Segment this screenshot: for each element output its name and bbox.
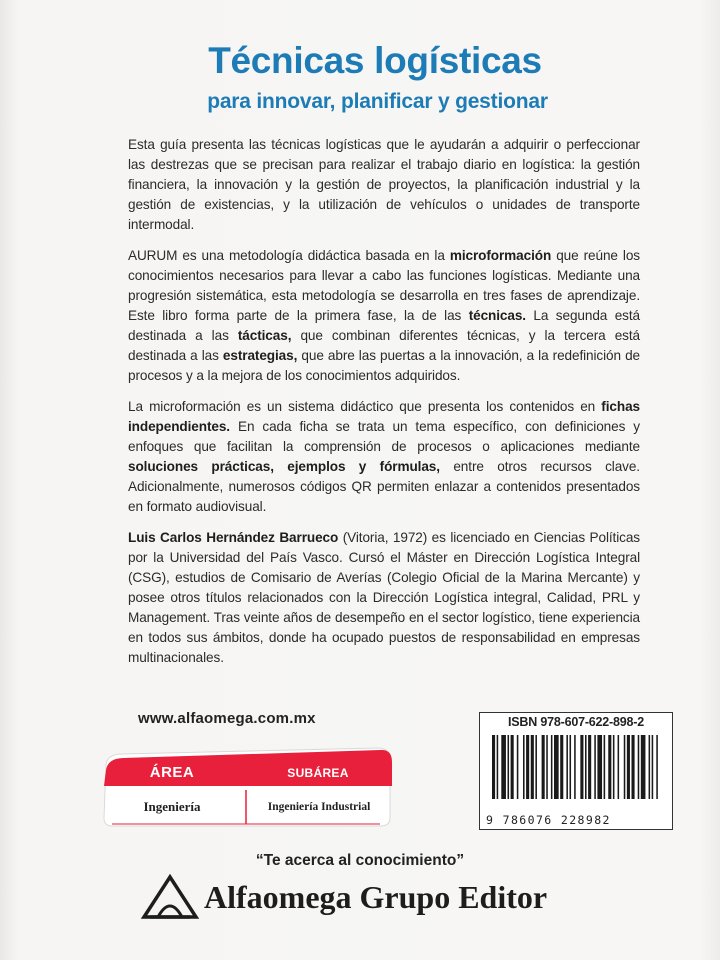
publisher-name: Alfaomega Grupo Editor: [204, 878, 548, 915]
barcode-icon: [490, 735, 662, 811]
book-subtitle: para innovar, planificar y gestionar: [207, 90, 548, 113]
author-bio-paragraph: Luis Carlos Hernández Barrueco (Vitoria, 1972) es licenciado en Ciencias Políticas por la Universidad del País Vasco. Cursó el Máster en Dirección Logística Integral (CSG), estudios de Comisario de Averías (Colegio Oficial de la Marina Mercante) y posee otros títulos relacionados con la Dirección Logística integral, Calidad, PRL y Management. Tras veinte años de desempeño en el sector logístico, tiene experiencia en todos sus ámbitos, donde ha ocupado puestos de responsabilidad en empresas multinacionales.: [128, 530, 640, 665]
publisher-branding: [140, 872, 547, 922]
methodology-paragraph: AURUM es una metodología didáctica basada en la microformación que reúne los conocimientos necesarios para llevar a cabo las funciones logísticas. Mediante una progresión sistemática, esta metodología se desarrolla en tres fases de aprendizaje. Este libro forma parte de la primera fase, la de las técnicas. La segunda está destinada a las tácticas, que combinan diferentes técnicas, y la tercera está destinada a las estrategias, que abre las puertas a la innovación, a la redefinición de procesos y a la mejora de los conocimientos adquiridos.: [128, 248, 641, 383]
isbn-number: ISBN 978-607-622-898-2: [508, 715, 644, 729]
barcode-digits: 9 786076 228982: [486, 813, 611, 827]
area-label: ÁREA: [149, 764, 195, 781]
alfaomega-triangle-logo-icon: [140, 873, 200, 921]
area-classification-panel: [98, 746, 394, 830]
description-text: [128, 135, 640, 668]
isbn-barcode-box: [479, 712, 673, 830]
publisher-url[interactable]: www.alfaomega.com.mx: [138, 710, 316, 727]
subarea-value: Ingeniería Industrial: [267, 801, 371, 813]
publisher-slogan: “Te acerca al conocimiento”: [255, 852, 465, 869]
subarea-label: SUBÁREA: [287, 766, 349, 780]
author-name: Luis Carlos Hernández Barrueco: [128, 530, 339, 545]
book-title: Técnicas logísticas: [208, 40, 542, 81]
area-value: Ingeniería: [143, 799, 201, 814]
intro-paragraph: Esta guía presenta las técnicas logísticas que le ayudarán a adquirir o perfeccionar las destrezas que se precisan para realizar el trabajo diario en logística: la gestión financiera, la innovación y la gestión de proyectos, la planificación industrial y la gestión de existencias, y la utilización de vehículos o unidades de transporte intermodal.: [128, 137, 640, 232]
microformation-paragraph: La microformación es un sistema didáctico que presenta los contenidos en fichas independientes. En cada ficha se trata un tema específico, con definiciones y enfoques que facilitan la comprensión de procesos o aplicaciones mediante soluciones prácticas, ejemplos y fórmulas, entre otros recursos clave. Adicionalmente, numerosos códigos QR permiten enlazar a contenidos presentados en formato audiovisual.: [128, 399, 640, 514]
area-panel-shape: [98, 746, 394, 830]
